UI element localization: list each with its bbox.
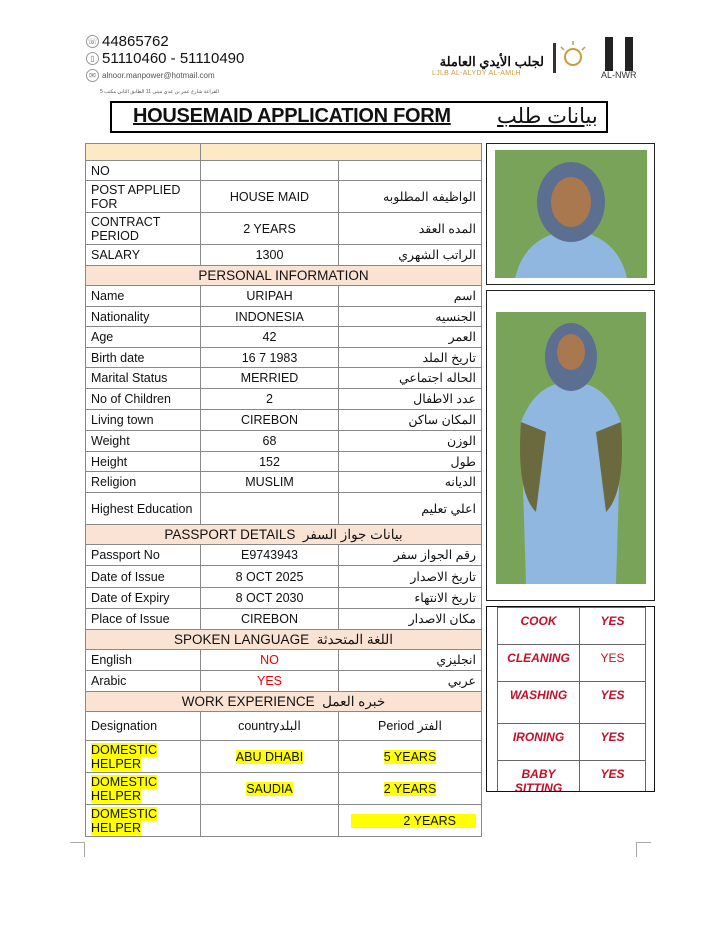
field-label: Nationality (86, 307, 201, 327)
table-row (86, 431, 482, 452)
field-label: Birth date (86, 348, 201, 368)
field-label-arabic: عدد الاطفال (339, 389, 482, 410)
table-row (86, 525, 482, 545)
field-value: 8 OCT 2025 (201, 566, 339, 588)
field-value: 1300 (201, 245, 339, 266)
table-row (86, 307, 482, 327)
field-label-arabic: مكان الاصدار (339, 609, 482, 630)
section-heading-arabic: اللغة المتحدثة (316, 631, 393, 647)
field-label: Height (86, 452, 201, 472)
field-value: HOUSE MAID (201, 181, 339, 213)
email-icon: ✉ (86, 69, 99, 82)
field-label: Living town (86, 410, 201, 431)
column-header-designation: Designation (86, 712, 201, 741)
field-label-arabic: الوزن (339, 431, 482, 452)
country-label-arabic: البلد (279, 719, 301, 733)
work-country (201, 805, 339, 837)
designation-text: DOMESTIC HELPER (91, 806, 157, 835)
field-value: 2 (201, 389, 339, 410)
skill-name: CLEANING (498, 645, 580, 682)
field-label-arabic: تاريخ الملد (339, 348, 482, 368)
skills-panel (486, 606, 655, 792)
table-row (86, 245, 482, 266)
table-row (86, 650, 482, 671)
skill-value: YES (580, 682, 646, 724)
skill-row (498, 645, 646, 682)
country-label: country (238, 719, 280, 733)
field-label: POST APPLIED FOR (86, 181, 201, 213)
field-label: CONTRACT PERIOD (86, 213, 201, 245)
field-value: URIPAH (201, 286, 339, 307)
period-text: 2 YEARS (383, 781, 437, 796)
field-value: 2 YEARS (201, 213, 339, 245)
section-heading: WORK EXPERIENCE (181, 693, 315, 709)
field-label: Arabic (86, 671, 201, 692)
field-label: Name (86, 286, 201, 307)
field-label-arabic: المكان ساكن (339, 410, 482, 431)
skill-name: BABY SITTING (498, 761, 580, 793)
designation-text: DOMESTIC HELPER (91, 742, 157, 771)
table-row (86, 266, 482, 286)
field-label-arabic: تاريخ الانتهاء (339, 588, 482, 609)
field-label: Age (86, 327, 201, 348)
phone-icon: ☏ (87, 37, 98, 46)
skill-value: YES (580, 761, 646, 793)
field-value: 152 (201, 452, 339, 472)
field-label-arabic: العمر (339, 327, 482, 348)
mobile-numbers: 51110460 - 51110490 (102, 50, 245, 67)
table-row (86, 327, 482, 348)
table-row (86, 410, 482, 431)
table-row (86, 741, 482, 773)
field-label-arabic: الديانه (339, 472, 482, 493)
field-label: Religion (86, 472, 201, 493)
section-header (86, 525, 482, 545)
work-designation (86, 773, 201, 805)
field-value (201, 161, 339, 181)
column-header-period (339, 712, 482, 741)
email: alnoor.manpower@hotmail.com (102, 71, 215, 80)
column-header-country (201, 712, 339, 741)
field-label-arabic: عربي (339, 671, 482, 692)
section-heading: PERSONAL INFORMATION (198, 267, 369, 283)
table-row (86, 368, 482, 389)
skill-row (498, 682, 646, 724)
page-corner-mark (636, 842, 651, 857)
skill-row (498, 608, 646, 645)
work-period (339, 773, 482, 805)
field-label-arabic: المده العقد (339, 213, 482, 245)
phone-number: 44865762 (102, 33, 169, 50)
field-label-arabic: انجليزي (339, 650, 482, 671)
field-label: Highest Education (86, 493, 201, 525)
field-label: SALARY (86, 245, 201, 266)
field-label: Passport No (86, 545, 201, 566)
field-label-arabic: رقم الجواز سفر (339, 545, 482, 566)
field-label-arabic: الراتب الشهري (339, 245, 482, 266)
section-header (86, 630, 482, 650)
field-label: Date of Expiry (86, 588, 201, 609)
table-row (86, 671, 482, 692)
section-heading: PASSPORT DETAILS (164, 526, 296, 542)
section-heading: SPOKEN LANGUAGE (174, 631, 310, 647)
logo-english: LJLB AL-ALYDY AL-AMLH (432, 70, 521, 77)
skill-row (498, 761, 646, 793)
field-value: INDONESIA (201, 307, 339, 327)
skill-name: WASHING (498, 682, 580, 724)
field-value: MUSLIM (201, 472, 339, 493)
field-label-arabic (339, 161, 482, 181)
table-row (86, 773, 482, 805)
page-title-arabic: بيانات طلب (497, 105, 598, 128)
field-label: NO (86, 161, 201, 181)
field-label-arabic: الحاله اجتماعي (339, 368, 482, 389)
field-value: CIREBON (201, 410, 339, 431)
mobile-icon: ▯ (86, 52, 99, 65)
page-title: HOUSEMAID APPLICATION FORM (133, 105, 451, 127)
work-designation (86, 741, 201, 773)
field-value: MERRIED (201, 368, 339, 389)
work-designation (86, 805, 201, 837)
designation-text: DOMESTIC HELPER (91, 774, 157, 803)
photo-full-frame (486, 290, 655, 601)
logo-arabic: لجلب الأيدي العاملة (439, 54, 544, 69)
skill-row (498, 724, 646, 761)
section-header (86, 266, 482, 286)
table-row (86, 213, 482, 245)
field-label-arabic: تاريخ الاصدار (339, 566, 482, 588)
table-row (86, 588, 482, 609)
field-value (201, 493, 339, 525)
work-period (339, 741, 482, 773)
field-label-arabic: طول (339, 452, 482, 472)
field-label: No of Children (86, 389, 201, 410)
skill-value: YES (580, 724, 646, 761)
skill-name: COOK (498, 608, 580, 645)
applicant-full-photo (496, 312, 646, 584)
section-heading-arabic: خبره العمل (322, 693, 386, 709)
table-row (86, 545, 482, 566)
logo-subtitle: AL-NWR (601, 70, 637, 80)
field-value: 16 7 1983 (201, 348, 339, 368)
table-row (86, 348, 482, 368)
field-value: 68 (201, 431, 339, 452)
blank-cell (201, 144, 482, 161)
work-country (201, 741, 339, 773)
field-value: YES (201, 671, 339, 692)
applicant-face-photo (495, 150, 647, 278)
work-period (339, 805, 482, 837)
field-value: E9743943 (201, 545, 339, 566)
table-row (86, 144, 482, 161)
address: القراعة شارع عمر بن عدي مبنى 11 الطابق الثاني مكتب 5 (100, 89, 219, 95)
table-row (86, 452, 482, 472)
field-label: Marital Status (86, 368, 201, 389)
page-corner-mark (70, 842, 85, 857)
field-value: 42 (201, 327, 339, 348)
section-header (86, 692, 482, 712)
photo-portrait-frame (486, 143, 655, 285)
table-row (86, 472, 482, 493)
section-heading-arabic: بيانات جواز السفر (302, 526, 403, 542)
field-label-arabic: اسم (339, 286, 482, 307)
skill-name: IRONING (498, 724, 580, 761)
field-label: English (86, 650, 201, 671)
country-text: SAUDIA (246, 781, 293, 796)
field-label-arabic: الجنسيه (339, 307, 482, 327)
period-text: 5 YEARS (383, 749, 437, 764)
field-value: CIREBON (201, 609, 339, 630)
blank-cell (86, 144, 201, 161)
table-row (86, 493, 482, 525)
table-row (86, 389, 482, 410)
table-row (86, 181, 482, 213)
field-label: Weight (86, 431, 201, 452)
field-label: Place of Issue (86, 609, 201, 630)
period-label-arabic: الفتر (417, 719, 442, 733)
field-label-arabic: الواظيفه المطلوبه (339, 181, 482, 213)
table-row (86, 161, 482, 181)
table-row (86, 692, 482, 712)
country-text: ABU DHABI (235, 749, 304, 764)
period-label: Period (378, 719, 415, 733)
field-value: NO (201, 650, 339, 671)
work-country (201, 773, 339, 805)
table-row (86, 286, 482, 307)
skill-value: YES (580, 645, 646, 682)
field-label-arabic: اعلي تعليم (339, 493, 482, 525)
contact-block (86, 33, 244, 101)
table-row (86, 609, 482, 630)
table-row (86, 566, 482, 588)
period-text: 2 YEARS (351, 814, 476, 828)
field-value: 8 OCT 2030 (201, 588, 339, 609)
skill-value: YES (580, 608, 646, 645)
table-row (86, 712, 482, 741)
application-table (85, 143, 482, 837)
table-row (86, 805, 482, 837)
field-label: Date of Issue (86, 566, 201, 588)
table-row (86, 630, 482, 650)
